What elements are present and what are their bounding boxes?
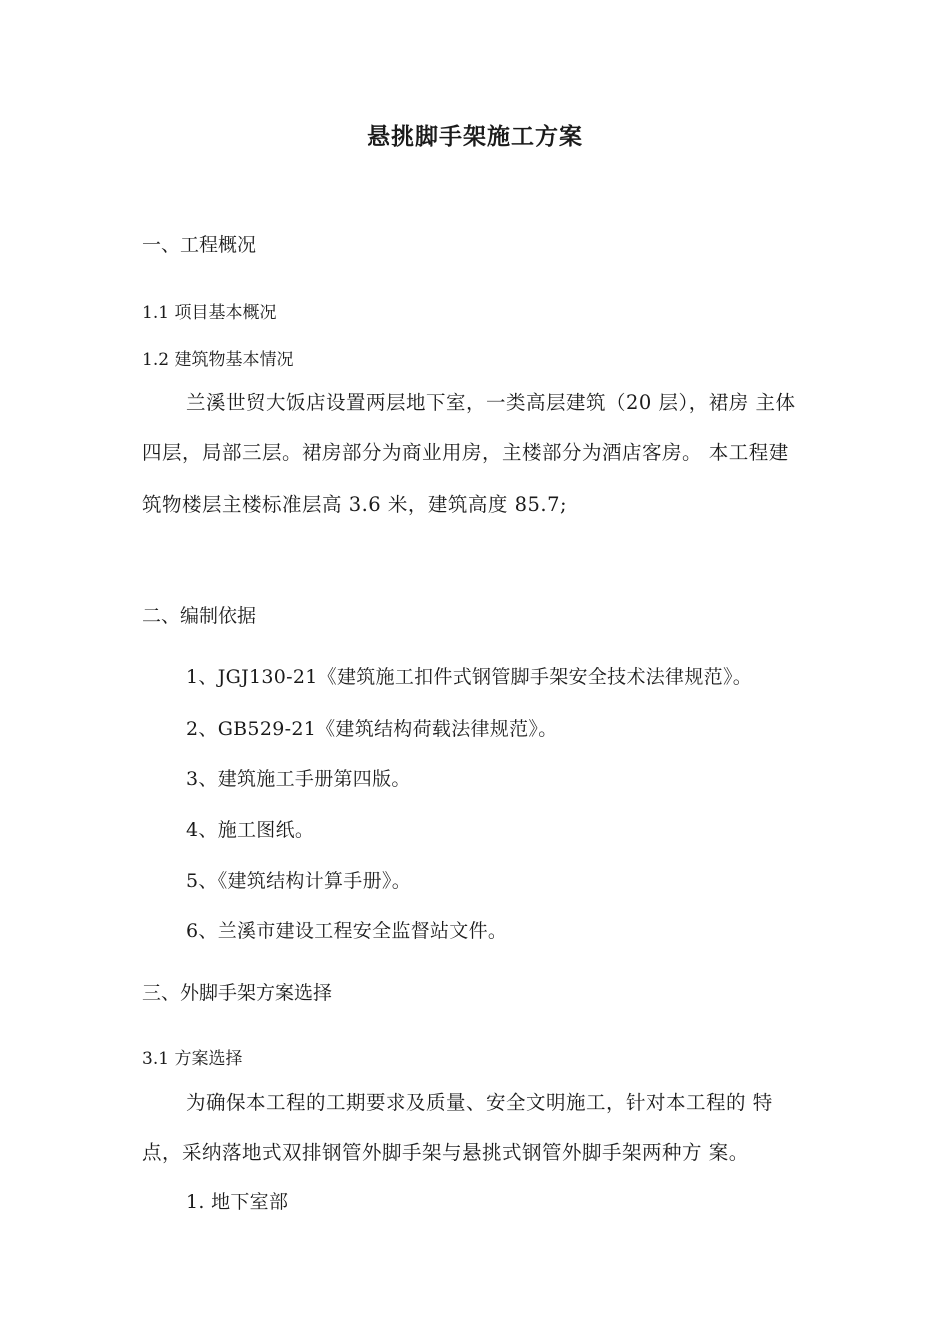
list-item: 1、JGJ130-21《建筑施工扣件式钢管脚手架安全技术法律规范》。: [186, 666, 753, 688]
subheading-building-info: 1.2 建筑物基本情况: [142, 350, 294, 370]
subheading-plan-selection: 3.1 方案选择: [142, 1049, 243, 1069]
list-item: 4、施工图纸。: [186, 819, 315, 841]
paragraph-line: 为确保本工程的工期要求及质量、安全文明施工，针对本工程的 特: [186, 1091, 773, 1114]
paragraph-line: 筑物楼层主楼标准层高 3.6 米，建筑高度 85.7;: [142, 493, 568, 516]
list-item: 5、《建筑结构计算手册》。: [186, 870, 411, 892]
section-heading-scaffold-plan: 三、外脚手架方案选择: [142, 982, 333, 1004]
paragraph-line: 兰溪世贸大饭店设置两层地下室，一类高层建筑（20 层），裙房 主体: [186, 391, 796, 414]
subheading-project-overview: 1.1 项目基本概况: [142, 303, 277, 323]
list-item: 2、GB529-21《建筑结构荷载法律规范》。: [186, 718, 558, 740]
list-item: 3、建筑施工手册第四版。: [186, 768, 411, 790]
document-title: 悬挑脚手架施工方案: [367, 123, 583, 150]
paragraph-line: 四层，局部三层。裙房部分为商业用房，主楼部分为酒店客房。 本工程建: [142, 441, 789, 464]
section-heading-basis: 二、编制依据: [142, 605, 257, 627]
list-item: 1. 地下室部: [186, 1191, 289, 1213]
paragraph-line: 点，采纳落地式双排钢管外脚手架与悬挑式钢管外脚手架两种方 案。: [142, 1141, 749, 1164]
list-item: 6、兰溪市建设工程安全监督站文件。: [186, 920, 508, 942]
section-heading-overview: 一、工程概况: [142, 234, 257, 256]
